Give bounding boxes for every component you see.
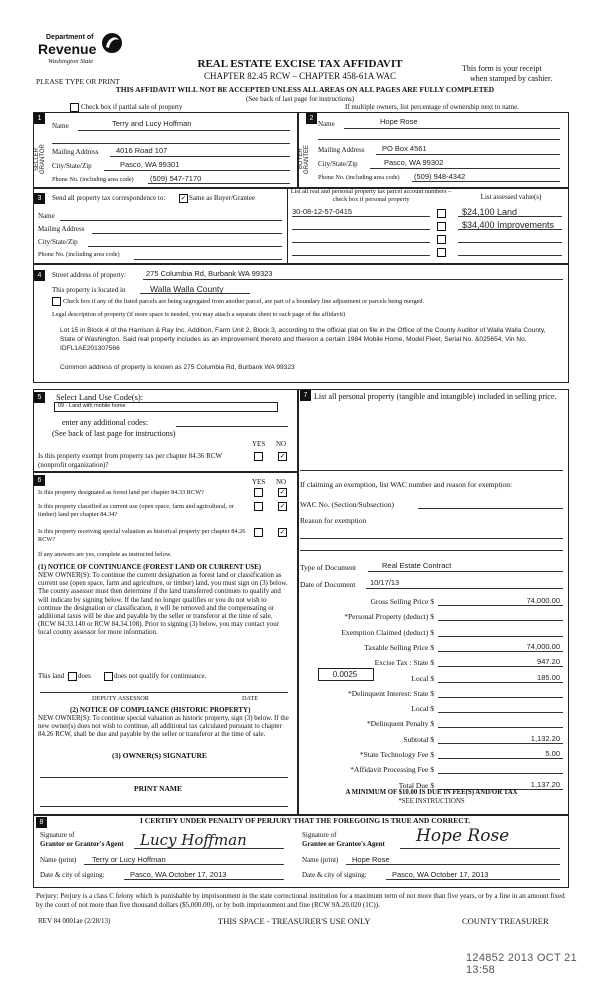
doc-type-label: Type of Document [300,563,357,572]
seller-city-label: City/State/Zip [52,162,92,170]
current-use-question: Is this property classified as current use (open space, farm and agricultural, or timber) land per chapter 84.34? [38,503,234,518]
s5-no-header: NO [276,440,287,448]
tax-row-line [438,727,563,728]
logo-revenue: Revenue [38,41,97,57]
seller-blank-line [52,143,290,144]
grantee-name-line [346,864,560,865]
parcel-line-2 [292,229,430,230]
land-does-not-checkbox[interactable] [104,672,113,681]
corr-mailing-label: Mailing Address [38,225,85,233]
grantor-date-line [124,879,284,880]
if-any-note: If any answers are yes, complete as instructed below. [38,551,172,558]
notice-continuance-title: (1) NOTICE OF CONTINUANCE (FOREST LAND OR CURRENT USE) [38,563,262,571]
seller-mailing-line [110,156,290,157]
street-address[interactable]: 275 Columbia Rd, Burbank WA 99323 [146,269,273,278]
exempt-no-checkbox[interactable]: ✓ [279,452,286,460]
seller-city[interactable]: Pasco, WA 99301 [120,160,180,169]
tax-row-value[interactable]: 74,000.00 [526,642,560,651]
forest-no-checkbox[interactable]: ✓ [279,488,286,496]
s6-no-header: NO [276,478,287,486]
personal-prop-line [300,470,563,471]
grantee-agent-label: Grantee or Grantee's Agent [302,840,385,848]
tax-row-label: Excise Tax : State $ [374,658,434,667]
logo-dept-line: Department of [46,34,94,41]
logo-swoosh-icon [100,31,124,55]
corr-name-label: Name [38,212,55,220]
parcel-line-4 [292,255,430,256]
doc-type-line [368,571,563,572]
buyer-name[interactable]: Hope Rose [380,117,418,126]
tax-row-line [438,620,563,621]
grantee-name[interactable]: Hope Rose [352,855,390,864]
tax-row-label: *Personal Property (deduct) $ [344,612,434,621]
same-as-buyer-label: Same as Buyer/Grantee [189,194,256,202]
county-line [140,293,250,294]
section-7-number: 7 [300,390,311,401]
wac-label: WAC No. (Section/Subsection) [300,500,394,509]
grantor-name-label: Name (print) [40,856,77,864]
personal-prop-checkbox-1[interactable] [437,209,446,218]
parcel-line-1 [292,216,430,217]
seller-mailing-label: Mailing Address [52,148,99,156]
land-use-value: 09 - Land with mobile home [58,403,126,409]
owner-sig-line [40,777,288,778]
tax-row-line [438,712,563,713]
buyer-phone-label: Phone No. (including area code) [318,174,400,181]
common-address[interactable]: Common address of property is known as 275 Columbia Rd, Burbank WA 99323 [60,364,295,371]
land-use-see-back: (See back of last page for instructions) [52,429,176,438]
land-use-label: Select Land Use Code(s): [56,392,144,402]
street-line [143,279,563,280]
section-1-number: 1 [34,113,45,124]
form-title: REAL ESTATE EXCISE TAX AFFIDAVIT [197,58,403,70]
partial-sale-checkbox[interactable] [70,103,79,112]
buyer-phone-line [412,181,560,182]
tax-row-line [438,758,563,759]
street-label: Street address of property: [52,271,127,279]
additional-codes-line [176,426,288,427]
owner-signature-label: (3) OWNER(S) SIGNATURE [112,751,207,760]
send-correspondence-label: Send all property tax correspondence to: [52,194,166,202]
tax-row-line [438,651,563,652]
grantor-date-label: Date & city of signing: [40,871,105,879]
corr-phone-line [134,259,282,260]
tax-row-label: *Delinquent Interest: State $ [347,689,434,698]
partial-sale-label: Check box if partial sale of property [81,103,183,111]
s6-yes-header: YES [252,478,266,486]
section-6-designation [33,471,299,816]
deputy-assessor-label: DEPUTY ASSESSOR [92,695,149,702]
grantor-name-line [84,864,284,865]
cashier-stamp: 124852 2013 OCT 21 13:58 [466,952,578,976]
assessed-value-2[interactable]: $34,400 Improvements [462,220,555,230]
buyer-city-line [370,168,560,169]
personal-property-label: List all personal property (tangible and intangible) included in selling price. [314,392,557,401]
grantee-name-label: Name (print) [302,856,339,864]
legal-description-label: Legal description of property (if more space is needed, you may attach a separate sheet to each page of the affidavit) [52,311,346,318]
personal-prop-checkbox-3[interactable] [437,235,446,244]
assessed-header: List assessed value(s) [480,193,542,201]
section-5-number: 5 [34,392,45,403]
section-2-number: 2 [306,113,317,124]
historic-no-checkbox[interactable]: ✓ [279,528,286,536]
doc-date[interactable]: 10/17/13 [370,578,400,587]
land-does-not-label: does not qualify for continuance. [114,672,207,680]
grantor-signature[interactable]: Lucy Hoffman [140,831,247,849]
forest-land-question: Is this property designated as forest land per chapter 84.33 RCW? [38,489,204,496]
buyer-mailing[interactable]: PO Box 4561 [382,144,427,153]
doc-date-label: Date of Document [300,580,356,589]
notice-compliance-title: (2) NOTICE OF COMPLIANCE (HISTORIC PROPERTY) [70,706,251,714]
tax-row-line [438,682,563,683]
tax-row-value[interactable]: 1,132.20 [530,734,560,743]
tax-row-value[interactable]: 74,000.00 [526,596,560,605]
exempt-yes-checkbox[interactable] [254,452,263,461]
grantee-date-line [386,879,560,880]
tax-row-line [438,636,563,637]
seller-phone[interactable]: (509) 547-7170 [150,174,202,183]
tax-row-label: Total Due $ [398,781,434,790]
local-rate: 0.0025 [332,670,358,679]
tax-row-value[interactable]: 1,137.20 [530,780,560,789]
corr-phone-label: Phone No. (including area code) [38,251,120,258]
tax-row-value[interactable]: 947.20 [537,657,560,666]
section-3-number: 3 [34,193,45,204]
corr-mailing-line [92,233,282,234]
reason-line-1 [300,538,563,539]
assessed-line-1 [458,216,562,217]
reason-label: Reason for exemption [300,516,367,525]
current-use-no-checkbox[interactable]: ✓ [279,502,286,510]
historic-yes-checkbox[interactable] [254,528,263,537]
multiple-owners-note: If multiple owners, list percentage of ownership next to name. [345,103,519,111]
tax-row-label: Local $ [411,674,434,683]
buyer-phone[interactable]: (509) 948-4342 [414,172,466,181]
seller-grantor-side-label: SELLER GRANTOR [34,144,46,174]
tax-row-label: *Affidavit Processing Fee $ [350,765,434,774]
section-8-number: 8 [36,817,47,828]
seller-phone-line [148,183,290,184]
tax-row-label: *Delinquent Penalty $ [366,719,434,728]
form-chapters: CHAPTER 82.45 RCW – CHAPTER 458-61A WAC [204,71,396,81]
warning-text: THIS AFFIDAVIT WILL NOT BE ACCEPTED UNLESS ALL AREAS ON ALL PAGES ARE FULLY COMPLETED [115,85,495,94]
buyer-grantee-side-label: BUYER GRANTEE [298,144,310,174]
assessed-line-3 [458,242,562,243]
personal-prop-checkbox-2[interactable] [437,222,446,231]
reason-line-2 [300,550,563,551]
corr-city-line [88,246,282,247]
grantor-agent-label: Grantor or Grantor's Agent [40,840,124,848]
seller-mailing[interactable]: 4016 Road 107 [116,146,168,155]
tax-row-line [438,697,563,698]
wac-line [418,508,563,509]
assessed-value-1[interactable]: $24,100 Land [462,207,518,217]
located-label: This property is located in [52,286,126,294]
assessed-line-2 [458,229,562,230]
corr-city-label: City/State/Zip [38,238,78,246]
current-use-yes-checkbox[interactable] [254,502,263,511]
grantee-signature[interactable]: Hope Rose [416,826,510,846]
grantor-sig-label: Signature of [40,831,75,839]
notice-continuance-body: NEW OWNER(S): To continue the current designation as forest land or classification as current use (open space, farm and agriculture, or timber) land, you must sign on (3) below. The county assessor must then determine if the land transferred continues to qualify and will indicate by signing below. If the land no longer qualifies or you do not wish to continue the designation or classification, it will be removed and the compensating or additional taxes will be due and payable by the seller or transferor at the time of sale. (RCW 84.33.140 or RCW 84.34.108). Prior to signing (3) below, you may contact your local county assessor for more information. [38,572,288,637]
county[interactable]: Walla Walla County [150,284,224,294]
land-does-checkbox[interactable] [68,672,77,681]
form-number: REV 84 0001ae (2/28/13) [38,917,111,925]
logo-state: Washington State [48,58,94,65]
perjury-note: Perjury: Perjury is a class C felony which is punishable by imprisonment in the state correctional institution for a maximum term of not more than five years, or by a fine in an amount fixed by the court of not more than five thousand dollars ($5,000.00), or by both imprisonment and fine (RCW 9A.20.020 (1C)). [36,892,565,909]
grantee-sig-line [400,848,560,849]
see-back-note: (See back of last page for instructions) [245,95,355,103]
doc-type[interactable]: Real Estate Contract [382,561,452,570]
see-instructions-note: *SEE INSTRUCTIONS [398,798,465,805]
tax-row-label: Gross Selling Price $ [370,597,434,606]
grantor-name[interactable]: Terry or Lucy Hoffman [92,855,166,864]
doc-date-line [366,588,563,589]
legal-description[interactable]: Lot 15 in Block 4 of the Harrison & Ray Inc. Addition, Farm Unit 2, Block 3, according to the official plat on file in the Office of the County Auditor of Walla Walla County, State of Washington. Said real property includes as an improvement thereto and thereon a certain 1984 Mobile Home, Model Fleet, Serial No. &025654, Vin No. IDFL1AE201307566 [60,327,546,352]
grantee-sig-label: Signature of [302,831,337,839]
tax-row-label: Local $ [411,704,434,713]
exempt-question: Is this property exempt from property tax per chapter 84.36 RCW (nonprofit organization)? [38,452,222,469]
grantee-date-label: Date & city of signing: [302,871,367,879]
exemption-label: If claiming an exemption, list WAC number and reason for exemption: [300,480,513,489]
parcel-header: List all real and personal property tax parcel account numbers – check box if personal property [290,188,452,203]
buyer-mailing-label: Mailing Address [318,146,365,154]
forest-yes-checkbox[interactable] [254,488,263,497]
seller-name-label: Name [52,122,69,130]
receipt-note-2: when stamped by cashier. [470,74,553,83]
segregation-checkbox[interactable] [52,297,61,306]
parcel-number[interactable]: 30-08-12-57-0415 [292,207,353,216]
tax-row-label: Subtotal $ [403,735,434,744]
buyer-name-line [344,128,560,129]
grantor-date-city[interactable]: Pasco, WA October 17, 2013 [130,870,227,879]
corr-name-line [60,220,282,221]
tax-row-value[interactable]: 185.00 [537,673,560,682]
additional-codes-label: enter any additional codes: [62,418,148,427]
grantee-date-city[interactable]: Pasco, WA October 17, 2013 [392,870,489,879]
tax-row-label: Exemption Claimed (deduct) $ [341,628,434,637]
same-as-buyer-checkbox[interactable]: ✓ [180,194,187,202]
deputy-date-label: DATE [242,695,259,702]
tax-row-line [438,605,563,606]
notice-compliance-body: NEW OWNER(S): To continue special valuation as historic property, sign (3) below. If the new owner(s) does not wish to continue, all additional tax calculated pursuant to chapter 84.26 RCW, shall be due and payable by the seller or transferor at the time of sale. [38,715,289,739]
tax-row-line [438,743,563,744]
please-type: PLEASE TYPE OR PRINT [36,77,120,86]
deputy-sig-line [40,692,288,693]
segregation-label: Check box if any of the listed parcels are being segregated from another parcel, are part of a boundary line adjustment or parcels being merged. [63,298,425,305]
tax-row-line [438,666,563,667]
minimum-due-note: A MINIMUM OF $10.00 IS DUE IN FEE(S) AND/OR TAX [345,789,518,796]
section-4-number: 4 [34,270,45,281]
county-treasurer-label: COUNTY TREASURER [462,916,549,926]
buyer-blank-line [318,139,560,140]
seller-name[interactable]: Terry and Lucy Hoffman [112,119,192,128]
receipt-note: This form is your receipt [462,64,542,73]
buyer-city[interactable]: Pasco, WA 99302 [384,158,444,167]
tax-row-label: *State Technology Fee $ [359,750,434,759]
buyer-name-label: Name [318,120,335,128]
buyer-mailing-line [376,154,560,155]
tax-row-label: Taxable Selling Price $ [364,643,434,652]
land-does-label: does [78,672,91,680]
s5-yes-header: YES [252,440,266,448]
this-land-label: This land [38,672,65,680]
parcel-line-3 [292,242,430,243]
certify-statement: I CERTIFY UNDER PENALTY OF PERJURY THAT THE FOREGOING IS TRUE AND CORRECT. [140,816,471,825]
treasurer-space-label: THIS SPACE - TREASURER'S USE ONLY [218,916,371,926]
assessed-line-4 [458,255,562,256]
section-6-number: 6 [34,475,45,486]
personal-prop-checkbox-4[interactable] [437,248,446,257]
seller-city-line [104,170,290,171]
seller-phone-label: Phone No. (including area code) [52,176,134,183]
tax-row-value[interactable]: 5.00 [545,749,560,758]
buyer-city-label: City/State/Zip [318,160,358,168]
tax-row-line [438,773,563,774]
dor-logo [38,28,128,70]
historic-question: Is this property receiving special valuation as historical property per chapter 84.26 RCW? [38,528,246,543]
seller-name-line [78,130,290,131]
print-name-label: PRINT NAME [134,784,182,793]
print-name-line [40,806,288,807]
